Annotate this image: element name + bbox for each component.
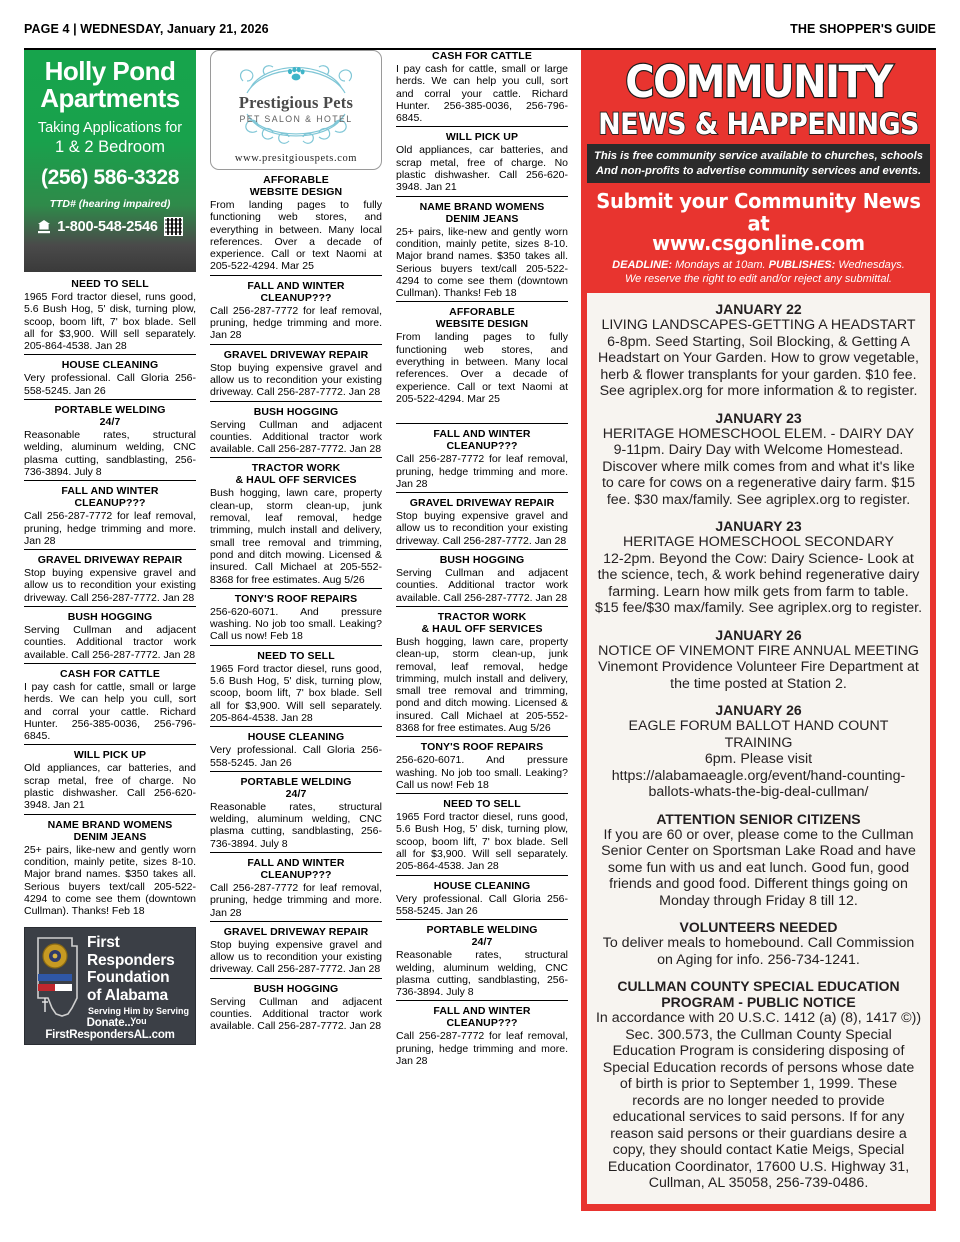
ad-house-cleaning [24, 359, 196, 400]
community-notice-special-education [595, 978, 922, 1192]
first-responders-donate: Donate... FirstRespondersAL.com [45, 1017, 175, 1042]
ad-heading: TONY'S ROOF REPAIRS [420, 741, 544, 754]
ad-body: Stop buying expensive gravel and allow us to recondition your existing driveway. Call 256-287-7772. Jan 28 [396, 510, 568, 547]
event-text: 12-2pm. Beyond the Cow: Dairy Science- Look at the science, tech, & work behind regenerative dairy farming. Learn how milk gets from farm to table. $15 fee/$30 max/family. See agriplex.org to register. [595, 550, 923, 616]
community-submit-url[interactable]: www.csgonline.com [652, 230, 865, 256]
ad-will-pick-up [396, 131, 568, 196]
ad-body: Very professional. Call Gloria 256-558-5245. Jan 26 [210, 744, 382, 769]
ad-heading: PORTABLE WELDING [426, 924, 538, 937]
column-1 [24, 50, 196, 1045]
ad-denim-jeans [396, 201, 568, 303]
deadline-value: Mondays at 10am. [672, 259, 769, 271]
deadline-label: DEADLINE: [612, 259, 673, 271]
ad-bush-hogging [210, 406, 382, 459]
ad-body: Serving Cullman and adjacent counties. Additional tractor work available. Call 256-287-7772. Jan 28 [396, 567, 568, 604]
ad-heading: BUSH HOGGING [253, 982, 339, 995]
ad-bush-hogging [24, 611, 196, 664]
ad-fall-winter-cleanup [24, 485, 196, 550]
holly-pond-footer [30, 217, 190, 236]
ad-fall-winter-cleanup [396, 1005, 568, 1069]
ad-body: Reasonable rates, structural welding, aluminum welding, CNC plasma cutting, sandblasting, 256-736-3894. July 8 [24, 429, 196, 478]
ad-subheading: 24/7 [471, 936, 493, 949]
qr-code-icon [164, 217, 183, 236]
ad-heading: NEED TO SELL [71, 278, 149, 290]
paw-print-icon [288, 67, 305, 80]
ad-heading: CASH FOR CATTLE [432, 50, 532, 62]
ad-body: I pay cash for cattle, small or large herds. We can help you cull, sort and corral your cattle. Richard Hunter. 256-385-0036, 256-796-6845. [396, 63, 568, 125]
ad-body: 1965 Ford tractor diesel, runs good, 5.6 Bush Hog, 5' disk, turning plow, scoop, boom lift, 7' box blade. Sell all for $3,900. Will sell separately. 205-864-4538. Jan 28 [210, 662, 382, 724]
prestigious-pets-ad [210, 50, 382, 170]
ad-bush-hogging [396, 554, 568, 607]
event-date: JANUARY 23 [715, 409, 802, 426]
community-event [595, 301, 922, 400]
ad-body: 256-620-6071. And pressure washing. No job too small. Leaking? Call us now! Feb 18 [210, 605, 382, 643]
ad-subheading: CLEANUP??? [446, 440, 518, 453]
ad-subheading: 24/7 [99, 416, 121, 429]
community-notice-volunteers [595, 919, 922, 968]
ad-heading: HOUSE CLEANING [247, 731, 345, 744]
ad-body: From landing pages to fully functioning web stores, and everything in between. Many local references. Over a decade of experience. Call or text Naomi at 205-522-4294. Mar 25 [210, 199, 382, 273]
ad-body: Very professional. Call Gloria 256-558-5245. Jan 26 [24, 372, 196, 397]
holly-pond-tagline: Taking Applications for [37, 120, 183, 136]
ad-body: Bush hogging, lawn care, property clean-up, storm clean-up, junk removal, leaf removal, hedge trimming, mulch install and delivery, small tree removal and trimming, pond and ditch mowing. Licensed & insured. Call Michael at 205-552-8368 for free estimates. Aug 5/26 [210, 487, 382, 586]
ad-tonys-roof-repairs [396, 741, 568, 794]
ad-body: Serving Cullman and adjacent counties. Additional tractor work available. Call 256-287-7772. Jan 28 [210, 418, 382, 456]
ad-body: 1965 Ford tractor diesel, runs good, 5.6 Bush Hog, 5' disk, turning plow, scoop, boom lift, 7' box blade. Sell all for $3,900. Will sell separately. 205-864-4538. Jan 28 [396, 811, 568, 873]
ad-heading: NEED TO SELL [257, 649, 335, 662]
ad-will-pick-up [24, 749, 196, 814]
publication-title: THE SHOPPER'S GUIDE [790, 22, 936, 36]
event-date: JANUARY 22 [715, 301, 802, 317]
notice-heading: ATTENTION SENIOR CITIZENS [656, 810, 861, 827]
ad-heading: WILL PICK UP [445, 131, 519, 144]
community-title-line1: COMMUNITY [625, 56, 892, 109]
notice-heading: VOLUNTEERS NEEDED [679, 919, 838, 935]
masthead [24, 22, 936, 50]
ad-heading: BUSH HOGGING [253, 405, 339, 418]
ad-body: Reasonable rates, structural welding, aluminum welding, CNC plasma cutting, sandblasting, 256-736-3894. July 8 [396, 949, 568, 999]
publishes-value: Wednesdays. [835, 259, 905, 271]
event-name: HERITAGE HOMESCHOOL SECONDARY [623, 534, 894, 550]
ad-gravel-driveway-repair [24, 554, 196, 607]
ad-heading: AFFORABLE [263, 174, 329, 186]
ad-subheading: DENIM JEANS [73, 830, 147, 843]
ad-heading: FALL AND WINTER [61, 485, 159, 498]
community-notice-bar [587, 144, 930, 183]
ad-house-cleaning [396, 880, 568, 921]
publishes-label: PUBLISHES: [768, 259, 836, 271]
ad-body: Call 256-287-7772 for leaf removal, pruning, hedge trimming and more. Jan 28 [396, 1030, 568, 1068]
ad-heading: HOUSE CLEANING [433, 879, 531, 892]
ad-body: Bush hogging, lawn care, property clean-up, storm clean-up, junk removal, leaf removal, hedge trimming, mulch install and delivery, small tree removal and trimming, pond and ditch mowing. Licensed & insured. Call Michael at 205-552-8368 for free estimates. Aug 5/26 [396, 635, 568, 734]
ad-subheading: & HAUL OFF SERVICES [235, 474, 357, 487]
ad-gravel-driveway-repair [396, 497, 568, 550]
column-3 [396, 50, 568, 1072]
ad-portable-welding [210, 776, 382, 853]
ad-denim-jeans [24, 819, 196, 920]
page-date-label: PAGE 4 | WEDNESDAY, January 21, 2026 [24, 22, 269, 36]
ad-heading: GRAVEL DRIVEWAY REPAIR [223, 925, 369, 938]
ad-subheading: CLEANUP??? [260, 868, 332, 881]
ad-body: Serving Cullman and adjacent counties. Additional tractor work available. Call 256-287-7772. Jan 28 [210, 995, 382, 1033]
ad-website-design [210, 174, 382, 276]
ad-body: Stop buying expensive gravel and allow us to recondition your existing driveway. Call 256-287-7772. Jan 28 [210, 938, 382, 976]
ad-subheading: CLEANUP??? [74, 497, 146, 510]
notice-text: If you are 60 or over, please come to the Cullman Senior Center on Sportsman Lake Road and have some fun with us and eat lunch. Good fun, good friends and good food. Different things going on Monday through Friday 8 till 12. [601, 826, 916, 909]
ad-heading: NAME BRAND WOMENS [419, 200, 545, 213]
ad-body: 25+ pairs, like-new and gently worn condition, mainly petite, sizes 8-10. Major brand names. $350 takes all. Serious buyers text/call 205-522-4294 to come see them (downtown Cullman). Thanks! Feb 18 [24, 843, 196, 918]
holly-pond-ttd-label: TTD# (hearing impaired) [49, 198, 171, 210]
ad-heading: NAME BRAND WOMENS [47, 818, 173, 831]
ad-heading: TONY'S ROOF REPAIRS [234, 592, 358, 605]
notice-heading: CULLMAN COUNTY SPECIAL EDUCATION PROGRAM - PUBLIC NOTICE [617, 978, 900, 1010]
event-name: LIVING LANDSCAPES-GETTING A HEADSTART [601, 317, 916, 333]
ad-fall-winter-cleanup [210, 857, 382, 922]
community-notice-line2: And non-profits to advertise community services and events. [595, 164, 922, 177]
ad-heading: AFFORABLE [449, 306, 515, 319]
ad-tonys-roof-repairs [210, 593, 382, 646]
ad-body: Call 256-287-7772 for leaf removal, pruning, hedge trimming and more. Jan 28 [210, 881, 382, 919]
prestigious-pets-brand: Prestigious Pets [238, 93, 354, 112]
event-text: 6-8pm. Seed Starting, Soil Blocking, & Getting A Headstart on Your Garden. How to grow vegetable, herb & flower transplants for your garden. $10 fee. See agriplex.org for more information & to register. [598, 333, 919, 399]
ad-heading: FALL AND WINTER [247, 856, 345, 869]
ad-body: Stop buying expensive gravel and allow us to recondition your existing driveway. Call 256-287-7772. Jan 28 [24, 567, 196, 604]
ad-subheading: CLEANUP??? [260, 291, 332, 304]
community-events-list [587, 293, 930, 1204]
community-event [595, 702, 922, 801]
ad-cash-for-cattle [24, 668, 196, 745]
holly-pond-name-line1: Holly Pond [44, 56, 176, 86]
ad-website-design [396, 306, 568, 407]
ad-body: Serving Cullman and adjacent counties. Additional tractor work available. Call 256-287-7772. Jan 28 [24, 624, 196, 661]
community-event [595, 518, 922, 617]
ad-heading: GRAVEL DRIVEWAY REPAIR [223, 348, 369, 361]
ad-need-to-sell [210, 650, 382, 727]
holly-pond-apartments-ad [24, 50, 196, 272]
ad-tractor-work [396, 611, 568, 737]
first-responders-tagline: Serving Him by Serving You [87, 1006, 190, 1027]
ad-subheading: DENIM JEANS [445, 212, 519, 225]
ad-body: Old appliances, car batteries, and scrap metal, free of charge. No plastic dishwasher. Call 256-620-3948. Jan 21 [396, 144, 568, 194]
page-columns [24, 50, 936, 1230]
ad-bush-hogging [210, 983, 382, 1035]
section-divider [396, 423, 568, 424]
ad-body: Reasonable rates, structural welding, aluminum welding, CNC plasma cutting, sandblasting, 256-736-3894. July 8 [210, 800, 382, 850]
ad-heading: FALL AND WINTER [433, 428, 531, 441]
ad-body: Very professional. Call Gloria 256-558-5245. Jan 26 [396, 892, 568, 917]
ad-subheading: & HAUL OFF SERVICES [421, 622, 543, 635]
ad-heading: TRACTOR WORK [437, 610, 527, 623]
first-responders-line3: Foundation [87, 969, 170, 987]
ad-body: 1965 Ford tractor diesel, runs good, 5.6 Bush Hog, 5' disk, turning plow, scoop, boom lift, 7' box blade. Sell all for $3,900. Will sell separately. 205-864-4538. Jan 28 [24, 291, 196, 353]
ad-heading: HOUSE CLEANING [61, 359, 159, 372]
alabama-state-icon [32, 936, 82, 1020]
ad-body: Stop buying expensive gravel and allow us to recondition your existing driveway. Call 256-287-7772. Jan 28 [210, 361, 382, 399]
ad-body: Call 256-287-7772 for leaf removal, pruning, hedge trimming and more. Jan 28 [396, 453, 568, 490]
event-text: 9-11pm. Dairy Day with Welcome Homestead. Discover where milk comes from and what it's like to care for cows on a regenerative dairy farm. $15 fee. $30 max/family. See agriplex.org to register. [601, 442, 916, 508]
community-news-box [581, 50, 936, 1211]
ad-heading: GRAVEL DRIVEWAY REPAIR [37, 554, 183, 567]
holly-pond-name-line2: Apartments [40, 83, 180, 113]
first-responders-line2: Responders [87, 951, 175, 969]
holly-pond-phone: (256) 586-3328 [40, 166, 179, 189]
ad-body: 256-620-6071. And pressure washing. No job too small. Leaking? Call us now! Feb 18 [396, 754, 568, 791]
community-event [595, 410, 922, 509]
ad-heading: FALL AND WINTER [247, 279, 345, 292]
ad-subheading: 24/7 [285, 787, 307, 800]
prestigious-pets-website[interactable]: www.presitgiouspets.com [234, 153, 358, 164]
ad-portable-welding [24, 404, 196, 481]
ad-body: From landing pages to fully functioning web stores, and everything in between. Many local references. Over a decade of experience. Call or text Naomi at 205-522-4294. Mar 25 [396, 331, 568, 405]
ad-body: Old appliances, car batteries, and scrap metal, free of charge. No plastic dishwasher. Call 256-620-3948. Jan 21 [24, 762, 196, 812]
holly-pond-bedroom-line: 1 & 2 Bedroom [54, 138, 166, 156]
ad-tractor-work [210, 462, 382, 588]
community-disclaimer: We reserve the right to edit and/or reject any submittal. [625, 273, 892, 285]
event-text: Vinemont Providence Volunteer Fire Department at the time posted at Station 2. [598, 659, 919, 692]
ad-body: Call 256-287-7772 for leaf removal, pruning, hedge trimming and more. Jan 28 [24, 510, 196, 547]
ad-heading: TRACTOR WORK [251, 462, 341, 475]
ad-heading: PORTABLE WELDING [54, 404, 166, 417]
event-date: JANUARY 23 [715, 518, 802, 534]
ad-heading: BUSH HOGGING [439, 554, 525, 567]
ad-gravel-driveway-repair [210, 349, 382, 402]
ad-subheading: WEBSITE DESIGN [249, 186, 343, 198]
ad-heading: GRAVEL DRIVEWAY REPAIR [409, 497, 555, 510]
holly-pond-tollfree: 1-800-548-2546 [57, 218, 158, 235]
ad-need-to-sell [24, 278, 196, 355]
event-name: NOTICE OF VINEMONT FIRE ANNUAL MEETING [598, 642, 919, 659]
ad-gravel-driveway-repair [210, 926, 382, 979]
community-news-panel [581, 50, 936, 1211]
ad-heading: CASH FOR CATTLE [60, 667, 160, 680]
community-event [595, 627, 922, 693]
ad-heading: WILL PICK UP [73, 749, 147, 762]
prestigious-pets-subtitle: PET SALON & HOTEL [239, 114, 353, 124]
community-notice-line1: This is free community service available to churches, schools [594, 150, 923, 162]
notice-text: In accordance with 20 U.S.C. 1412 (a) (8), 1417 ©)) Sec. 300.573, the Cullman County Special Education Program is considering disposing of Special Education records of persons whose date of birth is prior to September 1, 1999. These records are no longer needed to provide educational services to said persons. If for any reason said persons or their guardians desire a copy, they should contact Katie Meigs, Special Education Coordinator, 17600 U.S. Highway 31, Cullman, AL 35058, 256-739-0486. [595, 1010, 922, 1191]
first-responders-line1: First [87, 934, 120, 952]
community-submit-line1: Submit your Community News at [596, 188, 921, 236]
first-responders-line4: of Alabama [87, 986, 168, 1004]
event-name: EAGLE FORUM BALLOT HAND COUNT TRAINING [628, 718, 889, 751]
first-responders-foundation-ad [24, 927, 196, 1045]
community-notice-senior-citizens [595, 811, 922, 910]
ad-body: 25+ pairs, like-new and gently worn condition, mainly petite, sizes 8-10. Major brand names. $350 takes all. Serious buyers text/call 205-522-4294 to come see them (downtown Cullman). Thanks! Feb 18 [396, 225, 568, 300]
ad-body: I pay cash for cattle, small or large herds. We can help you cull, sort and corral your cattle. Richard Hunter. 256-385-0036, 256-796-6845. [24, 680, 196, 743]
ad-cash-for-cattle [396, 50, 568, 127]
ad-fall-winter-cleanup [210, 280, 382, 345]
event-name: HERITAGE HOMESCHOOL ELEM. - DAIRY DAY [602, 425, 915, 442]
community-title-line2: NEWS & HAPPENINGS [598, 107, 919, 142]
ad-body: Call 256-287-7772 for leaf removal, pruning, hedge trimming and more. Jan 28 [210, 304, 382, 342]
ad-heading: FALL AND WINTER [433, 1005, 531, 1018]
event-date: JANUARY 26 [715, 702, 802, 718]
notice-text: To deliver meals to homebound. Call Commission on Aging for info. 256-734-1241. [602, 935, 915, 968]
ad-subheading: WEBSITE DESIGN [435, 318, 529, 331]
ad-heading: BUSH HOGGING [67, 611, 153, 624]
ad-fall-winter-cleanup [396, 428, 568, 493]
event-date: JANUARY 26 [715, 626, 802, 643]
ad-house-cleaning [210, 731, 382, 772]
equal-housing-icon [37, 219, 51, 234]
event-text: 6pm. Please visit https://alabamaeagle.org/event/hand-counting-ballots-whats-the-big-deal-cullman/ [611, 751, 906, 800]
ad-need-to-sell [396, 798, 568, 875]
ad-portable-welding [396, 924, 568, 1001]
ad-heading: NEED TO SELL [443, 798, 521, 811]
ad-heading: PORTABLE WELDING [240, 775, 352, 788]
column-2 [210, 50, 382, 1038]
community-deadline [587, 258, 930, 286]
ad-subheading: CLEANUP??? [446, 1017, 518, 1030]
fire-badge-icon [43, 944, 67, 968]
